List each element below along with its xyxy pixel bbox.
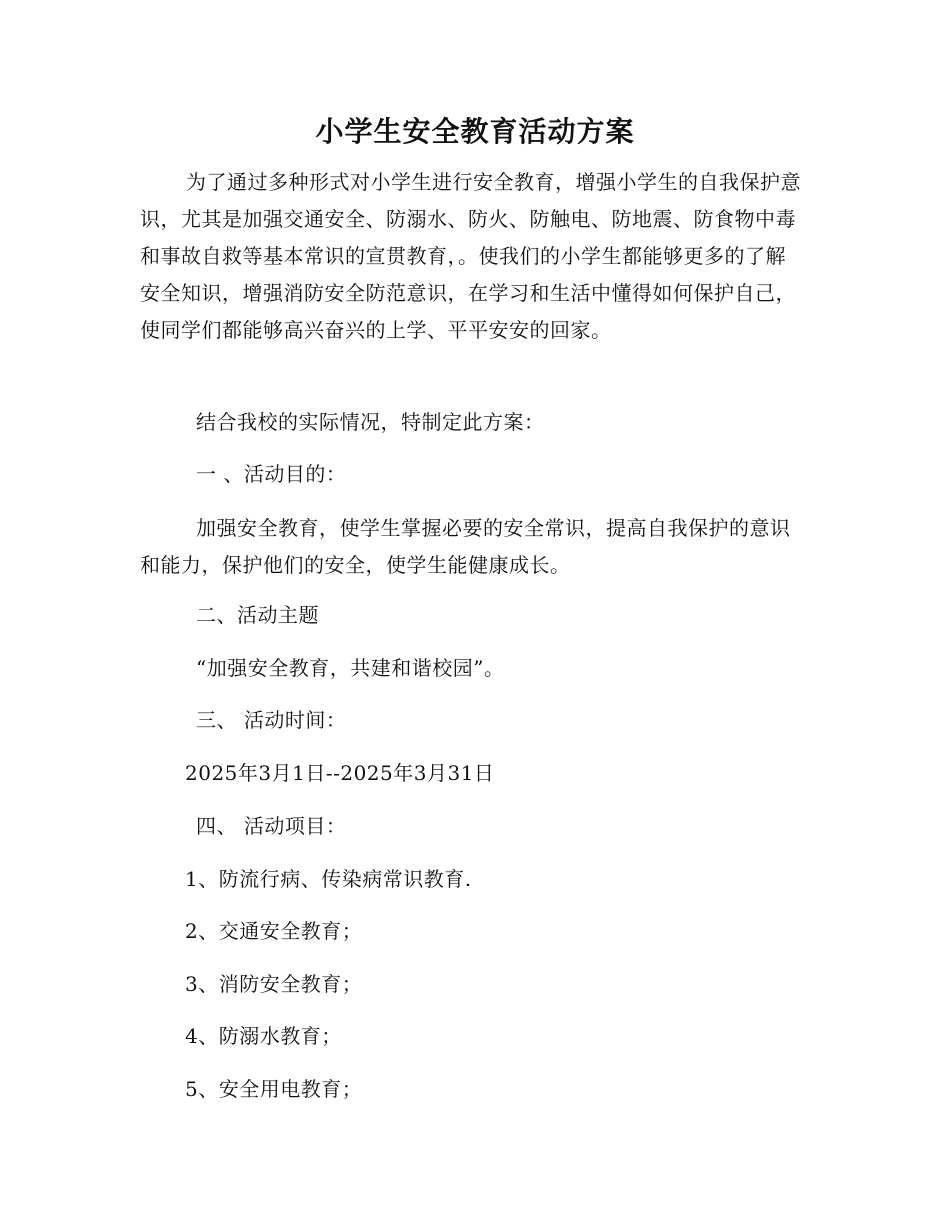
activity-item: 1、防流行病、传染病常识教育. <box>185 867 472 891</box>
section-3-text: 2025年3月1日--2025年3月31日 <box>185 761 495 785</box>
document-title: 小学生安全教育活动方案 <box>315 115 635 148</box>
section-1-text: 加强安全教育，使学生掌握必要的安全常识，提高自我保护的意识和能力，保护他们的安全，使学生能健康成长。 <box>140 516 791 577</box>
activity-item: 3、消防安全教育； <box>185 972 363 996</box>
basis-paragraph: 结合我校的实际情况，特制定此方案： <box>196 410 545 434</box>
section-2-text: “加强安全教育，共建和谐校园”。 <box>196 656 505 680</box>
section-2-heading: 二、活动主题 <box>196 603 319 627</box>
activity-item: 2、交通安全教育； <box>185 919 363 943</box>
section-4-heading: 四、 活动项目： <box>196 814 347 838</box>
activity-item: 5、安全用电教育； <box>185 1077 363 1101</box>
section-1-heading: 一 、活动目的： <box>196 462 347 486</box>
activity-item: 4、防溺水教育； <box>185 1024 342 1048</box>
intro-paragraph: 为了通过多种形式对小学生进行安全教育，增强小学生的自我保护意识，尤其是加强交通安全、防溺水、防火、防触电、防地震、防食物中毒和事故自救等基本常识的宣贯教育，。使我们的小学生都能够更多的了解安全知识，增强消防安全防范意识，在学习和生活中懂得如何保护自己，使同学们都能够高兴奋兴的上学、平平安安的回家。 <box>140 170 801 342</box>
section-3-heading: 三、 活动时间： <box>196 708 347 732</box>
